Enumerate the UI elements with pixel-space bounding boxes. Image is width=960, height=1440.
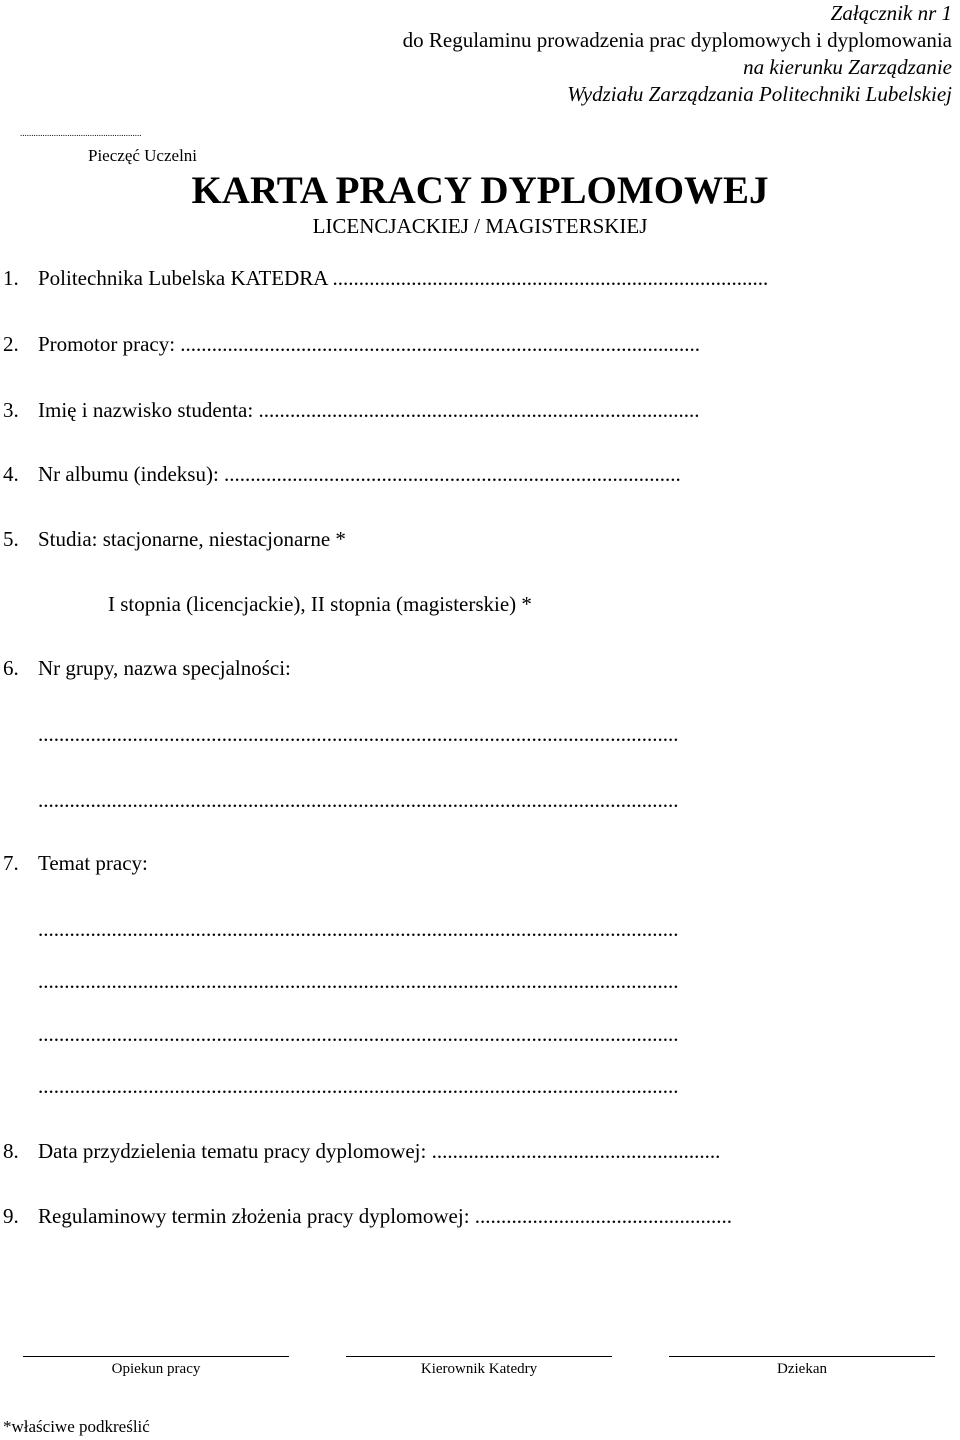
form-item-topic-assignment-date <box>0 1137 960 1165</box>
form-item-student-name <box>0 396 960 424</box>
signature-label-department-head: Kierownik Katedry <box>420 1361 538 1377</box>
item-number: 6. <box>3 656 19 680</box>
header-regulation: do Regulaminu prowadzenia prac dyplomowych i dyplomowania <box>402 28 952 52</box>
item-number: 5. <box>3 527 19 551</box>
form-item-album-number <box>0 460 960 488</box>
item-number: 3. <box>3 398 19 422</box>
header-field-of-study: na kierunku Zarządzanie <box>743 55 952 79</box>
signature-line-dean <box>669 1356 935 1357</box>
form-item-supervisor <box>0 330 960 358</box>
footnote: *właściwe podkreślić <box>3 1417 150 1436</box>
form-item-study-level: I stopnia (licencjackie), II stopnia (magisterskie) * <box>108 592 532 616</box>
item-label: Regulaminowy termin złożenia pracy dyplomowej: ................................................. <box>38 1204 733 1228</box>
item-label: Data przydzielenia tematu pracy dyplomowej: ....................................................... <box>38 1139 721 1163</box>
signature-line-supervisor <box>23 1356 289 1357</box>
dotted-fill-line: .......................................................................................................................... <box>38 722 679 746</box>
dotted-fill-line: .......................................................................................................................... <box>38 1074 679 1098</box>
item-number: 9. <box>3 1204 19 1228</box>
form-item-thesis-topic <box>0 849 960 877</box>
item-label: Nr albumu (indeksu): ....................................................................................... <box>38 462 681 486</box>
signature-line-department-head <box>346 1356 612 1357</box>
item-number: 1. <box>3 266 19 290</box>
form-item-group-specialization <box>0 654 960 682</box>
item-number: 2. <box>3 332 19 356</box>
header-annex-number: Załącznik nr 1 <box>830 1 952 25</box>
item-label: Studia: stacjonarne, niestacjonarne * <box>38 527 346 551</box>
item-number: 4. <box>3 462 19 486</box>
dotted-fill-line: .......................................................................................................................... <box>38 1022 679 1046</box>
stamp-label: Pieczęć Uczelni <box>88 146 198 165</box>
dotted-fill-line: .......................................................................................................................... <box>38 917 679 941</box>
form-item-department <box>0 264 960 292</box>
dotted-fill-line: .......................................................................................................................... <box>38 788 679 812</box>
dotted-fill-line: .......................................................................................................................... <box>38 969 679 993</box>
stamp-dots: ...................................................... <box>20 128 142 138</box>
header-faculty: Wydziału Zarządzania Politechniki Lubelskiej <box>567 82 952 106</box>
item-label: Temat pracy: <box>38 851 148 875</box>
item-label: Nr grupy, nazwa specjalności: <box>38 656 291 680</box>
item-label: Imię i nazwisko studenta: .................................................................................... <box>38 398 700 422</box>
page-title: KARTA PRACY DYPLOMOWEJ <box>191 169 769 212</box>
item-number: 8. <box>3 1139 19 1163</box>
form-item-submission-deadline <box>0 1202 960 1230</box>
item-label: Promotor pracy: ................................................................................................... <box>38 332 701 356</box>
signature-label-supervisor: Opiekun pracy <box>111 1361 201 1377</box>
item-label: Politechnika Lubelska KATEDRA ................................................................................... <box>38 266 769 290</box>
page-subtitle: LICENCJACKIEJ / MAGISTERSKIEJ <box>312 214 648 238</box>
signature-label-dean: Dziekan <box>777 1361 827 1377</box>
item-number: 7. <box>3 851 19 875</box>
form-item-study-mode <box>0 525 960 553</box>
